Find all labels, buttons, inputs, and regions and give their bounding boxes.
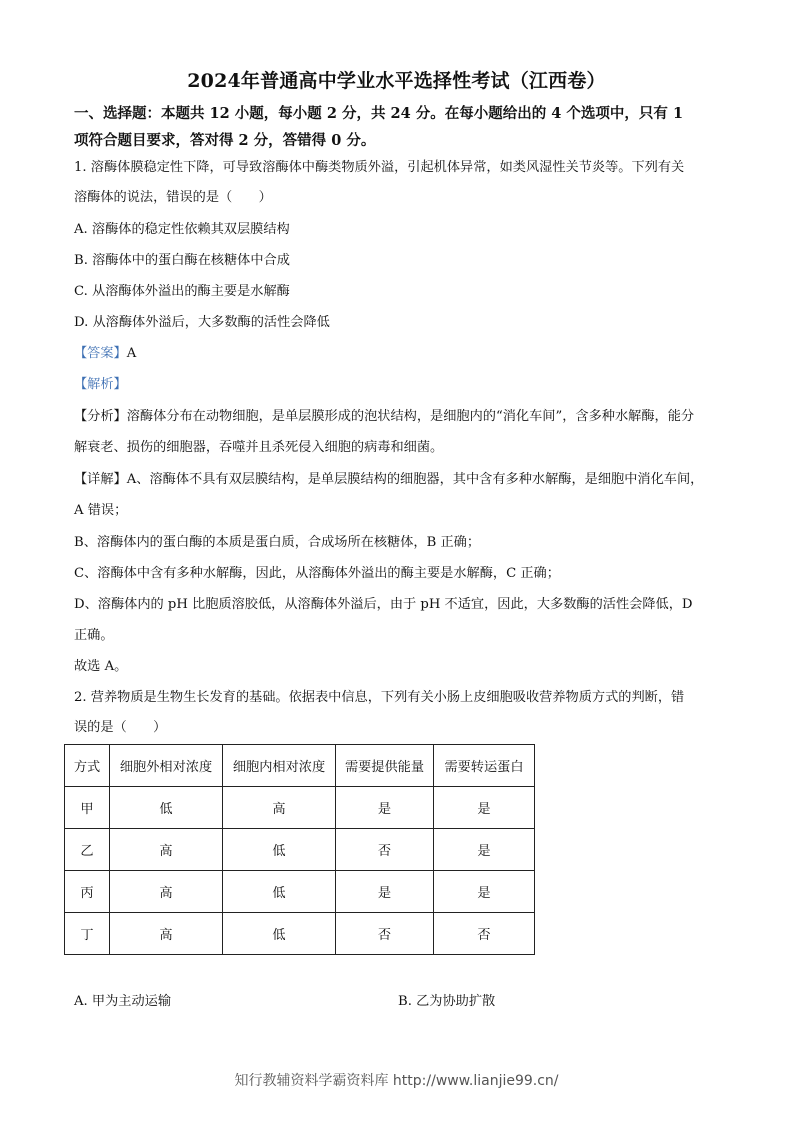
table-cell: 低: [223, 913, 336, 955]
answer-tag: 【答案】: [74, 346, 127, 361]
q1-option-b: B. 溶酶体中的蛋白酶在核糖体中合成: [74, 253, 290, 268]
xiangjie-text-1: A、溶酶体不具有双层膜结构，是单层膜结构的细胞器，其中含有多种水解酶，是细胞中消化车间，: [126, 472, 704, 487]
table-header-cell: 需要转运蛋白: [434, 745, 535, 787]
q1-option-c: C. 从溶酶体外溢出的酶主要是水解酶: [74, 284, 290, 299]
table-cell: 丁: [65, 913, 110, 955]
q1-option-d: D. 从溶酶体外溢后，大多数酶的活性会降低: [74, 315, 330, 330]
table-header-cell: 细胞内相对浓度: [223, 745, 336, 787]
table-row: [65, 787, 535, 829]
q1-xiangjie-line-6: 正确。: [74, 628, 114, 643]
table-cell: 是: [336, 787, 434, 829]
table-cell: 否: [336, 829, 434, 871]
q2-option-a: A. 甲为主动运输: [74, 994, 172, 1009]
table-cell: 乙: [65, 829, 110, 871]
table-cell: 低: [223, 871, 336, 913]
table-header-cell: 需要提供能量: [336, 745, 434, 787]
footer-watermark: 知行教辅资料学霸资料库 http://www.lianjie99.cn/: [234, 1073, 559, 1089]
q1-analysis-tag-line: [74, 375, 724, 395]
q1-stem-line-1: 1. 溶酶体膜稳定性下降，可导致溶酶体中酶类物质外溢，引起机体异常，如类风湿性关节炎等。下列有关: [74, 160, 685, 175]
table-row: [65, 871, 535, 913]
table-cell: 是: [434, 829, 535, 871]
fenxi-text-1: 溶酶体分布在动物细胞，是单层膜形成的泡状结构，是细胞内的“消化车间”，含多种水解酶，能分: [126, 409, 695, 424]
table-cell: 是: [336, 871, 434, 913]
table-cell: 是: [434, 871, 535, 913]
table-cell: 否: [434, 913, 535, 955]
q2-stem-line-1: 2. 营养物质是生物生长发育的基础。依据表中信息，下列有关小肠上皮细胞吸收营养物质方式的判断，错: [74, 690, 685, 705]
table-cell: 高: [110, 871, 223, 913]
q1-option-a: A. 溶酶体的稳定性依赖其双层膜结构: [74, 222, 290, 237]
section-instructions-line-1: 一、选择题：本题共 12 小题，每小题 2 分，共 24 分。在每小题给出的 4 个选项中，只有 1: [74, 105, 684, 122]
table-cell: 低: [110, 787, 223, 829]
section-instructions-line-2: 项符合题目要求，答对得 2 分，答错得 0 分。: [74, 132, 376, 149]
transport-table: [64, 744, 535, 955]
table-header-cell: 细胞外相对浓度: [110, 745, 223, 787]
table-cell: 低: [223, 829, 336, 871]
q1-conclusion: 故选 A。: [74, 659, 128, 674]
q1-xiangjie-line-4: C、溶酶体中含有多种水解酶，因此，从溶酶体外溢出的酶主要是水解酶，C 正确；: [74, 566, 560, 581]
table-cell: 丙: [65, 871, 110, 913]
q1-fenxi-line-2: 解衰老、损伤的细胞器，吞噬并且杀死侵入细胞的病毒和细菌。: [74, 440, 444, 455]
table-cell: 高: [223, 787, 336, 829]
table-header-row: [65, 745, 535, 787]
table-cell: 否: [336, 913, 434, 955]
analysis-tag: 【解析】: [74, 377, 127, 392]
fenxi-tag: 【分析】: [74, 409, 127, 424]
q1-fenxi-line-1: [74, 407, 724, 427]
table-cell: 是: [434, 787, 535, 829]
q2-option-b: B. 乙为协助扩散: [398, 994, 496, 1009]
table-row: [65, 829, 535, 871]
q1-answer-line: [74, 344, 724, 364]
q1-xiangjie-line-3: B、溶酶体内的蛋白酶的本质是蛋白质，合成场所在核糖体，B 正确；: [74, 535, 481, 550]
table-row: [65, 913, 535, 955]
q1-stem-line-2: 溶酶体的说法，错误的是（ ）: [74, 190, 272, 205]
exam-title: 2024年普通高中学业水平选择性考试（江西卷）: [187, 70, 606, 92]
q2-stem-line-2: 误的是（ ）: [74, 720, 167, 735]
q1-xiangjie-line-5: D、溶酶体内的 pH 比胞质溶胶低，从溶酶体外溢后，由于 pH 不适宜，因此，大多数酶的活性会降低，D: [74, 597, 693, 612]
table-cell: 高: [110, 829, 223, 871]
q1-xiangjie-line-2: A 错误；: [74, 503, 128, 518]
xiangjie-tag: 【详解】: [74, 472, 127, 487]
table-cell: 甲: [65, 787, 110, 829]
table-cell: 高: [110, 913, 223, 955]
q1-xiangjie-line-1: [74, 470, 724, 490]
answer-value: A: [126, 346, 137, 361]
table-header-cell: 方式: [65, 745, 110, 787]
